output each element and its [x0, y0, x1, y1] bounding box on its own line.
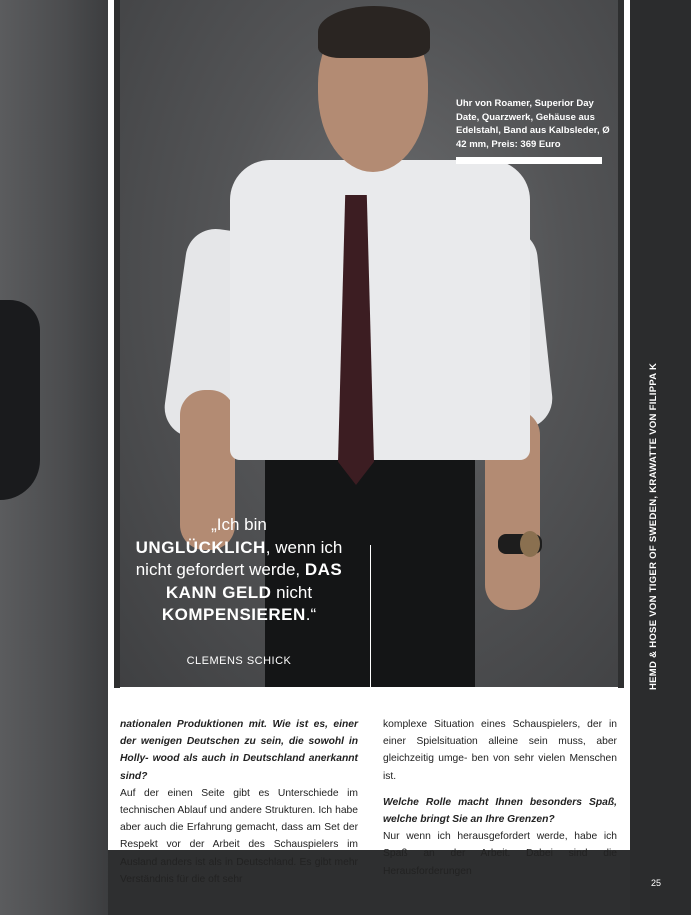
- photo-caption: Uhr von Roamer, Superior Day Date, Quarzwerk, Gehäuse aus Edelstahl, Band aus Kalbsleder, Ø 42 mm, Preis: 369 Euro: [456, 98, 610, 150]
- quote-text: , wenn ich nicht gefordert werde,: [135, 537, 343, 579]
- clothing-credit: HEMD & HOSE VON TIGER OF SWEDEN, KRAWATTE VON FILIPPA K: [648, 362, 659, 690]
- interview-answer: komplexe Situation eines Schauspielers, der in einer Spielsituation alleine sein muss, aber gleichzeitig umge- ben von sehr vielen Menschen ist.: [383, 719, 617, 782]
- pull-quote: [135, 514, 343, 627]
- quote-emphasis: UNGLÜCKLICH: [135, 537, 266, 557]
- interview-answer: Nur wenn ich herausgefordert werde, habe ich Spaß an der Arbeit. Dabei sind die Herausforderungen: [383, 831, 617, 877]
- figure-hair: [318, 6, 430, 58]
- right-margin-band: [630, 0, 691, 915]
- left-figure-shadow: [0, 300, 40, 500]
- quote-emphasis: KOMPENSIEREN: [161, 605, 306, 624]
- quote-emphasis: DAS KANN GELD: [165, 560, 343, 602]
- quote-text: „Ich bin: [211, 515, 267, 534]
- watch-icon: [520, 531, 540, 557]
- caption-underline: [456, 157, 602, 164]
- quote-text: nicht: [271, 582, 313, 602]
- article-column-2: [383, 716, 617, 880]
- interview-question: nationalen Produktionen mit. Wie ist es, einer der wenigen Deutschen zu sein, die sowohl in Holly- wood als auch in Deutschland anerkannt sind?: [120, 719, 358, 782]
- left-page-photo: [0, 0, 108, 915]
- column-divider: [370, 545, 371, 850]
- article-column-1: [120, 716, 358, 888]
- interview-answer: Auf der einen Seite gibt es Unterschiede im technischen Ablauf und andere Strukturen. Ich habe aber auch die Erfahrung gemacht, dass am Set der Respekt vor der Arbeit des Schauspielers im Ausland anders ist als in Deutschland. Es gibt mehr Verständnis für die oft sehr: [120, 787, 358, 885]
- figure-shirt: [230, 160, 530, 460]
- interview-question: Welche Rolle macht Ihnen besonders Spaß, welche bringt Sie an Ihre Grenzen?: [383, 796, 617, 826]
- quote-author: CLEMENS SCHICK: [186, 655, 292, 667]
- page-number: 25: [651, 878, 662, 888]
- quote-text: .“: [305, 605, 317, 624]
- horizontal-divider: [120, 687, 618, 688]
